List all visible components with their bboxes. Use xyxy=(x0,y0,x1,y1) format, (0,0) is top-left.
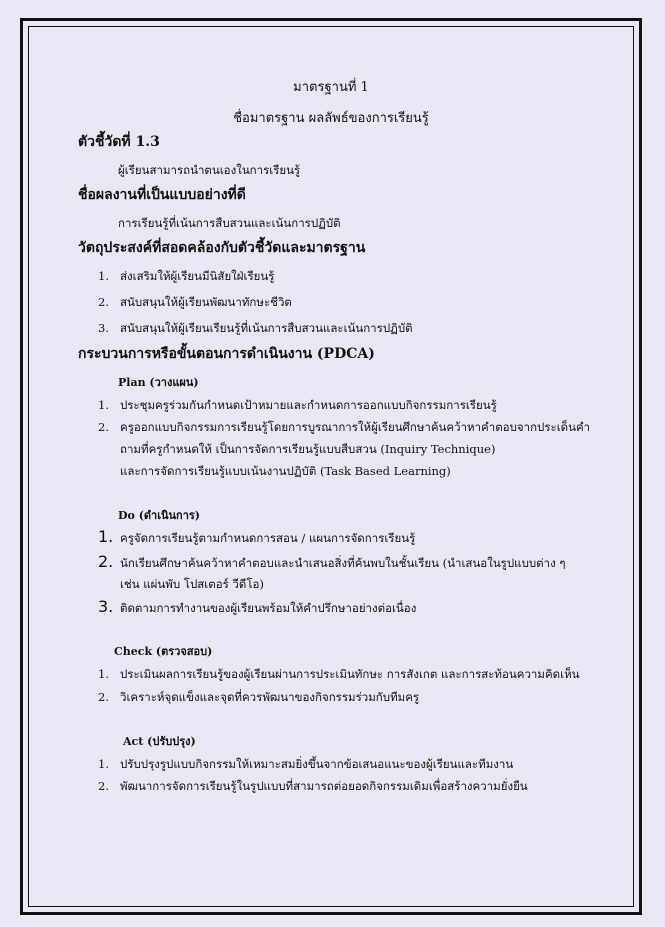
process-heading: กระบวนการหรือขั้นตอนการดำเนินงาน (PDCA) xyxy=(78,346,375,362)
do-title: Do (ดำเนินการ) xyxy=(118,509,200,522)
best-practice-text: การเรียนรู้ที่เน้นการสืบสวนและเน้นการปฏิบัติ xyxy=(118,216,341,230)
do-item: 3. ติดตามการทำงานของผู้เรียนพร้อมให้คำปรึกษาอย่างต่อเนื่อง xyxy=(98,597,417,616)
plan-item-continued: ถามที่ครูกำหนดให้ เป็นการจัดการเรียนรู้แบบสืบสวน (Inquiry Technique) xyxy=(120,442,496,456)
plan-item: 1. ประชุมครูร่วมกันกำหนดเป้าหมายและกำหนดการออกแบบกิจกรรมการเรียนรู้ xyxy=(98,398,497,412)
objective-item: 1. ส่งเสริมให้ผู้เรียนมีนิสัยใฝ่เรียนรู้ xyxy=(98,269,275,283)
plan-title: Plan (วางแผน) xyxy=(118,376,199,389)
objective-item: 2. สนับสนุนให้ผู้เรียนพัฒนาทักษะชีวิต xyxy=(98,295,292,309)
check-item: 2. วิเคราะห์จุดแข็งและจุดที่ควรพัฒนาของกิจกรรมร่วมกับทีมครู xyxy=(98,690,420,704)
indicator-heading: ตัวชี้วัดที่ 1.3 xyxy=(78,134,160,150)
act-item: 2. พัฒนาการจัดการเรียนรู้ในรูปแบบที่สามารถต่อยอดกิจกรรมเดิมเพื่อสร้างความยั่งยืน xyxy=(98,779,528,793)
do-item-continued: เช่น แผ่นพับ โปสเตอร์ วีดีโอ) xyxy=(120,577,264,591)
standard-number: มาตรฐานที่ 1 xyxy=(293,80,369,95)
indicator-text: ผู้เรียนสามารถนำตนเองในการเรียนรู้ xyxy=(118,163,301,177)
check-title: Check (ตรวจสอบ) xyxy=(114,645,213,658)
plan-item-continued: และการจัดการเรียนรู้แบบเน้นงานปฏิบัติ (Task Based Learning) xyxy=(120,464,451,478)
act-title: Act (ปรับปรุง) xyxy=(123,735,196,748)
plan-item: 2. ครูออกแบบกิจกรรมการเรียนรู้โดยการบูรณาการให้ผู้เรียนศึกษาค้นคว้าหาคำตอบจากประเด็นคำ xyxy=(98,420,591,434)
standard-name: ชื่อมาตรฐาน ผลลัพธ์ของการเรียนรู้ xyxy=(233,111,429,126)
do-item: 2. นักเรียนศึกษาค้นคว้าหาคำตอบและนำเสนอสิ่งที่ค้นพบในชั้นเรียน (นำเสนอในรูปแบบต่าง ๆ xyxy=(98,552,566,571)
check-item: 1. ประเมินผลการเรียนรู้ของผู้เรียนผ่านการประเมินทักษะ การสังเกต และการสะท้อนความคิดเห็น xyxy=(98,667,580,681)
do-item: 1. ครูจัดการเรียนรู้ตามกำหนดการสอน / แผนการจัดการเรียนรู้ xyxy=(98,527,416,546)
objective-item: 3. สนับสนุนให้ผู้เรียนเรียนรู้ที่เน้นการสืบสวนและเน้นการปฏิบัติ xyxy=(98,321,413,335)
best-practice-heading: ชื่อผลงานที่เป็นแบบอย่างที่ดี xyxy=(78,187,246,203)
act-item: 1. ปรับปรุงรูปแบบกิจกรรมให้เหมาะสมยิ่งขึ้นจากข้อเสนอแนะของผู้เรียนและทีมงาน xyxy=(98,757,514,771)
objectives-heading: วัตถุประสงค์ที่สอดคล้องกับตัวชี้วัดและมาตรฐาน xyxy=(78,240,366,256)
